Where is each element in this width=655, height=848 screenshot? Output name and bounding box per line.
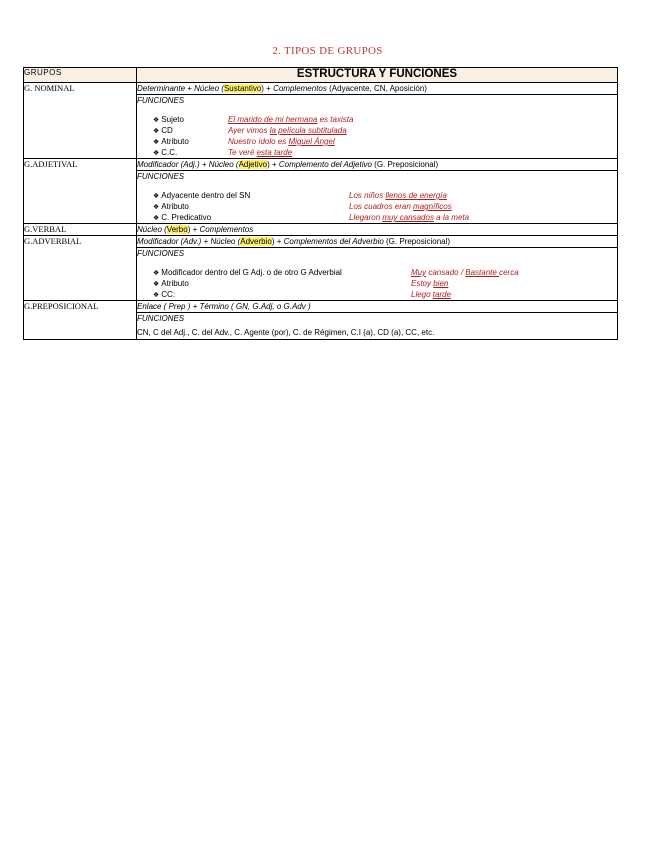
functions-list-adverbial <box>137 267 617 300</box>
functions-label: FUNCIONES <box>137 172 185 181</box>
example-part: cerca <box>499 268 519 277</box>
group-name-adverbial: G.ADVERBIAL <box>24 236 137 301</box>
bullet-icon: ❖ <box>153 128 160 135</box>
function-row <box>137 212 617 223</box>
structure-nominal <box>137 83 618 95</box>
example-part: Miguel Ángel <box>288 137 335 146</box>
example-part: es taxista <box>317 115 354 124</box>
row-verbal <box>24 224 618 236</box>
structure-part: Modificador (Adv.) <box>137 237 202 246</box>
example-part: tarde <box>432 290 452 299</box>
structure-part: Complementos <box>273 84 327 93</box>
structure-part: Complementos <box>199 225 254 234</box>
function-label: ❖ CD <box>153 126 173 135</box>
functions-adjetival <box>137 171 618 224</box>
bullet-icon: ❖ <box>153 215 160 222</box>
structure-part: Núcleo ( <box>137 225 167 234</box>
bullet-icon: ❖ <box>153 292 160 299</box>
function-label: ❖ Atributo <box>153 202 189 211</box>
structure-part: + Núcleo ( <box>201 237 241 246</box>
function-label: ❖ Atributo <box>153 137 189 146</box>
example-part: Nuestro ídolo es <box>228 137 289 146</box>
example-part: Estoy <box>411 279 434 288</box>
function-row <box>137 147 617 158</box>
group-name-verbal: G.VERBAL <box>24 224 137 236</box>
function-example <box>228 136 335 147</box>
header-grupos: GRUPOS <box>24 68 137 83</box>
groups-table <box>23 67 618 340</box>
function-example <box>228 125 347 136</box>
example-part: El marido de mi hermana <box>228 115 318 124</box>
functions-adverbial <box>137 248 618 301</box>
functions-label: FUNCIONES <box>137 249 185 258</box>
bullet-icon: ❖ <box>153 204 160 211</box>
example-part: Te veré <box>228 148 257 157</box>
example-part: cansado / <box>426 268 466 277</box>
header-row <box>24 68 618 83</box>
example-part: Bastante <box>465 268 500 277</box>
structure-part: + Núcleo ( <box>185 84 224 93</box>
example-part: esta tarde <box>256 148 293 157</box>
structure-part: Complemento del Adjetivo <box>278 160 372 169</box>
structure-part: Complementos del Adverbio <box>283 237 384 246</box>
function-label: ❖ CC: <box>153 290 176 299</box>
structure-part: ) + <box>187 225 200 234</box>
function-label: ❖ Modificador dentro del G Adj. o de otro G Adverbial <box>153 268 342 277</box>
structure-preposicional: Enlace ( Prep ) + Término ( GN, G.Adj, o G.Adv ) <box>137 301 618 313</box>
functions-label: FUNCIONES <box>137 96 185 105</box>
bullet-icon: ❖ <box>153 193 160 200</box>
row-adjetival-structure <box>24 159 618 171</box>
function-row <box>137 201 617 212</box>
example-part: Los niños <box>349 191 386 200</box>
structure-part: ) + <box>271 237 284 246</box>
group-name-nominal: G. NOMINAL <box>24 83 137 159</box>
example-part: muy cansados <box>382 213 434 222</box>
row-nominal-structure <box>24 83 618 95</box>
example-part: Llego <box>411 290 433 299</box>
page-title: 2. TIPOS DE GRUPOS <box>272 45 383 57</box>
function-row <box>137 114 617 125</box>
function-row <box>137 278 617 289</box>
function-row <box>137 289 617 300</box>
example-part: Los cuadros eran <box>349 202 414 211</box>
function-example <box>349 201 452 212</box>
structure-part: ) + <box>261 84 274 93</box>
highlight-nucleus: Adjetivo <box>238 160 268 169</box>
function-row <box>137 267 617 278</box>
group-name-adjetival: G.ADJETIVAL <box>24 159 137 224</box>
bullet-icon: ❖ <box>153 281 160 288</box>
example-part: bien <box>433 279 449 288</box>
structure-part: Modificador (Adj.) <box>137 160 200 169</box>
function-example <box>349 212 469 223</box>
structure-part: + Núcleo ( <box>199 160 239 169</box>
example-part: a la meta <box>433 213 470 222</box>
header-estructura: ESTRUCTURA Y FUNCIONES <box>137 68 618 83</box>
function-row <box>137 125 617 136</box>
bullet-icon: ❖ <box>153 117 160 124</box>
function-label: ❖ C.C. <box>153 148 178 157</box>
structure-adverbial <box>137 236 618 248</box>
functions-label: FUNCIONES <box>137 314 185 323</box>
function-example <box>411 289 451 300</box>
function-example <box>228 114 353 125</box>
functions-preposicional <box>137 313 618 340</box>
row-preposicional-structure <box>24 301 618 313</box>
function-label: ❖ Sujeto <box>153 115 184 124</box>
structure-verbal <box>137 224 618 236</box>
group-name-preposicional: G.PREPOSICIONAL <box>24 301 137 340</box>
structure-part: ) + <box>267 160 279 169</box>
highlight-nucleus: Sustantivo <box>223 84 262 93</box>
functions-nominal <box>137 95 618 159</box>
bullet-icon: ❖ <box>153 139 160 146</box>
bullet-icon: ❖ <box>153 150 160 157</box>
function-example <box>411 267 519 278</box>
structure-adjetival <box>137 159 618 171</box>
function-row <box>137 190 617 201</box>
function-label: ❖ C. Predicativo <box>153 213 212 222</box>
bullet-icon: ❖ <box>153 270 160 277</box>
example-part: llenos de energía <box>385 191 447 200</box>
structure-part: (G. Preposicional) <box>371 160 439 169</box>
example-part: Llegaron <box>349 213 383 222</box>
structure-part: (Adyacente, CN, Aposición) <box>326 84 427 93</box>
example-part: la película subtitulada <box>269 126 347 135</box>
example-part: Ayer vimos <box>228 126 270 135</box>
example-part: Muy <box>411 268 427 277</box>
structure-part: (G. Preposicional) <box>383 237 451 246</box>
structure-part: Determinante <box>137 84 186 93</box>
function-row <box>137 136 617 147</box>
functions-text-preposicional: CN, C del Adj., C. del Adv., C. Agente (por), C. de Régimen, C.I (a), CD (a), CC, etc. <box>137 328 435 337</box>
functions-list-nominal <box>137 114 617 158</box>
function-example <box>349 190 447 201</box>
function-label: ❖ Atributo <box>153 279 189 288</box>
function-label: ❖ Adyacente dentro del SN <box>153 191 251 200</box>
highlight-nucleus: Adverbio <box>240 237 272 246</box>
row-adverbial-structure <box>24 236 618 248</box>
example-part: magníficos <box>413 202 452 211</box>
highlight-nucleus: Verbo <box>166 225 188 234</box>
function-example <box>228 147 292 158</box>
functions-list-adjetival <box>137 190 617 223</box>
function-example <box>411 278 448 289</box>
